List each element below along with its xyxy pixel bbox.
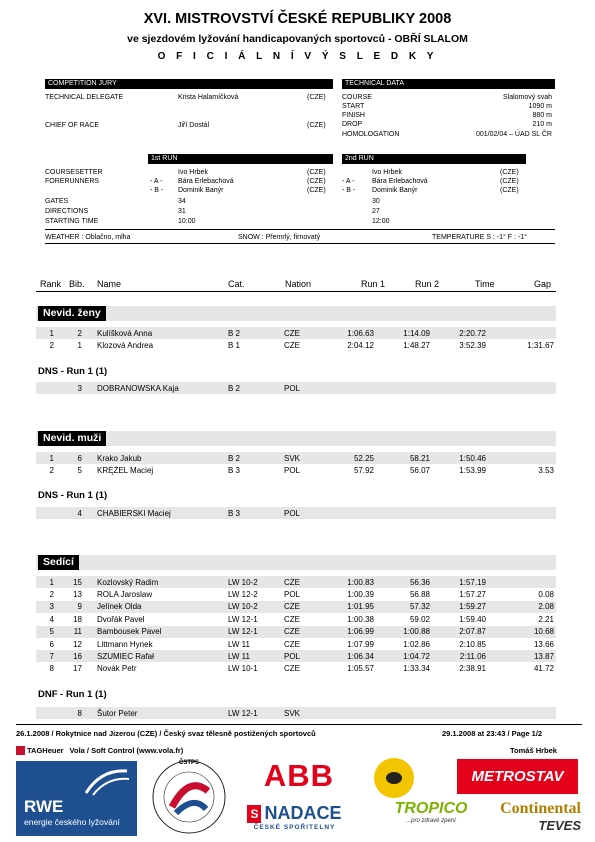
- metrostav-logo: METROSTAV: [457, 759, 578, 794]
- result-row: [36, 507, 556, 519]
- cell-name: Kozlovský Radim: [97, 577, 159, 587]
- cell-bib: 15: [73, 577, 82, 587]
- cell-run2: 59.02: [409, 614, 430, 624]
- cell-gap: 1:31.67: [527, 340, 554, 350]
- tech-label-drop: DROP: [342, 121, 363, 128]
- cell-rank: 2: [49, 589, 54, 599]
- col-rank: Rank: [40, 279, 62, 289]
- run2-coursesetter: Ivo Hrbek: [372, 169, 402, 176]
- cell-bib: 9: [77, 602, 82, 612]
- col-time: Time: [475, 279, 495, 289]
- run2-forerunner-b-mark: - B -: [342, 187, 356, 194]
- cell-nation: POL: [284, 383, 301, 393]
- cell-bib: 1: [77, 340, 82, 350]
- run2-gates: 30: [372, 198, 380, 205]
- run1-coursesetter: Ivo Hrbek: [178, 169, 208, 176]
- cell-run2: 56.07: [409, 465, 430, 475]
- run2-starting-time: 12:00: [372, 218, 390, 225]
- dns-title: DNS - Run 1 (1): [38, 366, 108, 377]
- run1-forerunner-a: Bára Erlebachová: [178, 178, 234, 185]
- nadace-subtext: ČESKÉ SPOŘITELNY: [253, 824, 336, 831]
- cell-category: B 1: [228, 340, 241, 350]
- run1-forerunner-a-nation: (CZE): [307, 178, 326, 185]
- tropico-text: TROPICO: [394, 800, 468, 817]
- label-directions: DIRECTIONS: [45, 208, 89, 215]
- cell-category: B 2: [228, 453, 241, 463]
- cell-time: 1:59.27: [459, 602, 486, 612]
- cell-time: 3:52.39: [459, 340, 486, 350]
- run2-forerunner-b: Dominik Banýr: [372, 187, 418, 194]
- continental-logo: [471, 797, 581, 835]
- footer-author: Tomáš Hrbek: [510, 746, 557, 755]
- cell-nation: CZE: [284, 577, 300, 587]
- cell-run2: 56.88: [409, 589, 430, 599]
- cell-rank: 1: [49, 577, 54, 587]
- tech-label-finish: FINISH: [342, 112, 365, 119]
- page-title: XVI. MISTROVSTVÍ ČESKÉ REPUBLIKY 2008: [143, 11, 452, 27]
- ctps-text: ČSTPS: [178, 760, 199, 766]
- cell-bib: 18: [73, 614, 82, 624]
- jury-nation-1: (CZE): [307, 94, 326, 101]
- cell-gap: 13.66: [533, 639, 554, 649]
- cell-name: Littmann Hynek: [97, 639, 153, 649]
- cell-gap: 2.21: [538, 614, 554, 624]
- weather-text: WEATHER : Oblačno, mlha: [45, 234, 131, 241]
- cell-run2: 1:33.34: [403, 664, 430, 674]
- cell-gap: 41.72: [533, 664, 554, 674]
- tech-value-course: Slalomový svah: [502, 94, 552, 101]
- cell-category: B 3: [228, 465, 241, 475]
- rwe-text: RWE: [24, 796, 64, 816]
- cell-time: 1:53.99: [459, 465, 486, 475]
- jury-header: COMPETITION JURY: [45, 79, 333, 89]
- cell-rank: 2: [49, 340, 54, 350]
- cell-bib: 6: [77, 453, 82, 463]
- cell-run2: 1:00.88: [403, 627, 430, 637]
- cell-bib: 8: [77, 708, 82, 718]
- temperature-text: TEMPERATURE S : -1° F : -1°: [432, 234, 527, 241]
- cell-name: Klozová Andrea: [97, 340, 154, 350]
- run1-coursesetter-nation: (CZE): [307, 169, 326, 176]
- cell-rank: 5: [49, 627, 54, 637]
- cell-time: 2:10.85: [459, 639, 486, 649]
- cell-category: LW 10-1: [228, 664, 258, 674]
- result-row: [36, 707, 556, 719]
- nadace-logo: [237, 800, 352, 834]
- run1-forerunner-a-mark: - A -: [150, 178, 163, 185]
- cell-category: B 2: [228, 328, 241, 338]
- result-row: [36, 339, 556, 351]
- cell-run2: 58.21: [409, 453, 430, 463]
- dns-title: DNS - Run 1 (1): [38, 490, 108, 501]
- jury-label-2: CHIEF OF RACE: [45, 122, 100, 129]
- cell-name: DOBRANOWSKA Kaja: [97, 383, 179, 393]
- tech-label-homologation: HOMOLOGATION: [342, 131, 400, 138]
- rwe-subtext: energie českého lyžování: [24, 816, 120, 827]
- timing-credit: [16, 746, 183, 755]
- cell-name: CHABIERSKI Maciej: [97, 508, 171, 518]
- cell-nation: POL: [284, 589, 301, 599]
- cell-nation: POL: [284, 465, 301, 475]
- run1-forerunner-b-nation: (CZE): [307, 187, 326, 194]
- round-sponsor-badge: [374, 758, 414, 798]
- tag-heuer-brand: TAGHeuer: [27, 746, 64, 755]
- weather-top-rule: [45, 229, 555, 230]
- cell-name: Jelínek Olda: [97, 602, 142, 612]
- jury-label-1: TECHNICAL DELEGATE: [45, 94, 124, 101]
- cell-time: 1:57.19: [459, 577, 486, 587]
- col-cat: Cat.: [228, 279, 245, 289]
- result-row: [36, 613, 556, 625]
- teves-text: TEVES: [538, 817, 581, 833]
- cell-run1: 1:07.99: [347, 639, 374, 649]
- label-gates: GATES: [45, 198, 69, 205]
- cell-category: LW 12-1: [228, 627, 258, 637]
- cell-run1: 1:06.34: [347, 651, 374, 661]
- cell-category: LW 12-1: [228, 614, 258, 624]
- group-title: Sedící: [38, 555, 79, 570]
- jury-name-1: Krista Halamíčková: [178, 94, 239, 101]
- tech-value-drop: 210 m: [532, 121, 552, 128]
- cell-gap: 2.08: [538, 602, 554, 612]
- footer-event-info: 26.1.2008 / Rokytnice nad Jizerou (CZE) / Český svaz tělesně postižených sportovců: [16, 729, 316, 738]
- tech-value-start: 1090 m: [528, 103, 552, 110]
- cell-nation: SVK: [284, 453, 301, 463]
- run1-starting-time: 10:00: [178, 218, 196, 225]
- cell-run1: 1:05.57: [347, 664, 374, 674]
- cell-nation: SVK: [284, 708, 301, 718]
- cell-run1: 1:00.39: [347, 589, 374, 599]
- col-gap: Gap: [534, 279, 552, 289]
- cell-run2: 1:04.72: [403, 651, 430, 661]
- cell-category: LW 12-2: [228, 589, 258, 599]
- cell-gap: 0.08: [538, 589, 554, 599]
- abb-logo: ABB: [263, 758, 335, 793]
- cell-category: B 2: [228, 383, 241, 393]
- run2-forerunner-a-nation: (CZE): [500, 178, 519, 185]
- cell-rank: 4: [49, 614, 54, 624]
- result-row: [36, 650, 556, 662]
- cell-name: ROLA Jaroslaw: [97, 589, 153, 599]
- cell-time: 2:20.72: [459, 328, 486, 338]
- tech-label-course: COURSE: [342, 94, 372, 101]
- dnf-title: DNF - Run 1 (1): [38, 689, 107, 700]
- cell-category: LW 11: [228, 639, 250, 649]
- cell-run1: 52.25: [353, 453, 374, 463]
- tech-value-finish: 880 m: [532, 112, 552, 119]
- cell-run1: 1:06.63: [347, 328, 374, 338]
- continental-text: Continental: [500, 799, 581, 817]
- cell-rank: 7: [49, 651, 54, 661]
- result-row: [36, 626, 556, 638]
- cell-category: B 3: [228, 508, 241, 518]
- group-band: [36, 431, 556, 446]
- cell-time: 1:50.46: [459, 453, 486, 463]
- run1-directions: 31: [178, 208, 186, 215]
- col-name: Name: [97, 279, 122, 289]
- cell-run1: 1:00.83: [347, 577, 374, 587]
- result-row: [36, 327, 556, 339]
- cell-category: LW 12-1: [228, 708, 258, 718]
- col-nation: Nation: [285, 279, 312, 289]
- cell-name: SZUMIEC Rafał: [97, 651, 154, 661]
- cell-time: 1:57.27: [459, 589, 486, 599]
- page-subtitle: ve sjezdovém lyžování handicapovaných sportovců - OBŘÍ SLALOM: [127, 33, 468, 45]
- header-rule: [36, 291, 556, 292]
- result-row: [36, 382, 556, 394]
- run2-forerunner-a-mark: - A -: [342, 178, 355, 185]
- result-row: [36, 663, 556, 675]
- cell-gap: 13.87: [533, 651, 554, 661]
- cell-name: Dvořák Pavel: [97, 614, 145, 624]
- run2-header: 2nd RUN: [342, 154, 526, 164]
- cell-nation: CZE: [284, 340, 300, 350]
- cell-rank: 1: [49, 453, 54, 463]
- cell-run2: 57.32: [409, 602, 430, 612]
- cell-bib: 11: [73, 627, 82, 637]
- group-title: Nevid. ženy: [38, 306, 106, 321]
- run1-forerunner-b-mark: - B -: [150, 187, 164, 194]
- tropico-subtext: ...pro zdravé zpení: [406, 818, 456, 824]
- result-row: [36, 452, 556, 464]
- cell-run2: 1:48.27: [403, 340, 430, 350]
- label-coursesetter: COURSESETTER: [45, 169, 103, 176]
- run2-coursesetter-nation: (CZE): [500, 169, 519, 176]
- run2-directions: 27: [372, 208, 380, 215]
- cell-category: LW 10-2: [228, 577, 258, 587]
- nadace-s-icon: S: [247, 805, 261, 823]
- jury-nation-2: (CZE): [307, 122, 326, 129]
- cell-name: Novák Petr: [97, 664, 137, 674]
- cell-run2: 1:14.09: [403, 328, 430, 338]
- group-band: [36, 555, 556, 570]
- group-title: Nevid. muži: [38, 431, 106, 446]
- cell-name: KRĘŻEL Maciej: [97, 465, 154, 475]
- cell-gap: 10.68: [533, 627, 554, 637]
- cell-nation: CZE: [284, 639, 300, 649]
- cell-nation: POL: [284, 651, 301, 661]
- run1-forerunner-b: Dominik Banýr: [178, 187, 224, 194]
- cell-bib: 4: [77, 508, 82, 518]
- col-run1: Run 1: [361, 279, 386, 289]
- cell-nation: CZE: [284, 614, 300, 624]
- cell-time: 2:07.87: [459, 627, 486, 637]
- run2-forerunner-a: Bára Erlebachová: [372, 178, 428, 185]
- footer-date-page: 29.1.2008 at 23:43 / Page 1/2: [442, 729, 543, 738]
- cell-name: Kulíšková Anna: [97, 328, 153, 338]
- cell-bib: 17: [73, 664, 82, 674]
- official-results-label: O F I C I Á L N Í V Ý S L E D K Y: [157, 51, 438, 62]
- cell-category: LW 10-2: [228, 602, 258, 612]
- cell-bib: 16: [73, 651, 82, 661]
- col-run2: Run 2: [415, 279, 440, 289]
- cell-bib: 12: [73, 639, 82, 649]
- cell-run1: 1:01.95: [347, 602, 374, 612]
- cell-bib: 5: [77, 465, 82, 475]
- cell-rank: 2: [49, 465, 54, 475]
- rwe-logo: [16, 761, 137, 836]
- technical-header: TECHNICAL DATA: [342, 79, 555, 89]
- run1-header: 1st RUN: [148, 154, 333, 164]
- cell-rank: 3: [49, 602, 54, 612]
- run1-gates: 34: [178, 198, 186, 205]
- cell-name: Šutor Peter: [97, 708, 138, 718]
- cell-gap: 3.53: [538, 465, 554, 475]
- timing-text: Vola / Soft Control (www.vola.fr): [69, 746, 184, 755]
- cell-time: 2:11.06: [459, 651, 486, 661]
- tropico-logo: [395, 798, 467, 826]
- result-row: [36, 588, 556, 600]
- run2-forerunner-b-nation: (CZE): [500, 187, 519, 194]
- tech-value-homologation: 001/02/04 – ÚAD SL ČR: [475, 131, 552, 138]
- result-row: [36, 638, 556, 650]
- snow-text: SNOW : Přemrlý, firnovatý: [238, 234, 321, 241]
- label-starting-time: STARTING TIME: [45, 218, 99, 225]
- result-row: [36, 601, 556, 613]
- cell-bib: 3: [77, 383, 82, 393]
- cell-name: Bambousek Pavel: [97, 627, 162, 637]
- jury-name-2: Jiří Dostál: [178, 122, 210, 129]
- cell-rank: 1: [49, 328, 54, 338]
- cell-run2: 56.36: [409, 577, 430, 587]
- mascot-icon: [385, 771, 403, 785]
- rwe-swirl-icon: [81, 767, 131, 797]
- cell-time: 2:38.91: [459, 664, 486, 674]
- cell-nation: CZE: [284, 328, 300, 338]
- cell-run1: 2:04.12: [347, 340, 374, 350]
- cell-bib: 13: [73, 589, 82, 599]
- cell-run1: 57.92: [353, 465, 374, 475]
- nadace-text: NADACE: [264, 803, 342, 823]
- cell-nation: CZE: [284, 627, 300, 637]
- cell-run2: 1:02.86: [403, 639, 430, 649]
- cell-nation: CZE: [284, 664, 300, 674]
- result-row: [36, 464, 556, 476]
- tech-label-start: START: [342, 103, 365, 110]
- cell-bib: 2: [77, 328, 82, 338]
- label-forerunners: FORERUNNERS: [45, 178, 100, 185]
- col-bib: Bib.: [69, 279, 85, 289]
- cell-time: 1:59.40: [459, 614, 486, 624]
- cell-rank: 6: [49, 639, 54, 649]
- footer-rule: [16, 724, 582, 725]
- cell-nation: CZE: [284, 602, 300, 612]
- weather-bottom-rule: [45, 243, 555, 244]
- cell-name: Krako Jakub: [97, 453, 142, 463]
- cell-nation: POL: [284, 508, 301, 518]
- tag-heuer-logo: [16, 746, 25, 755]
- cell-run1: 1:06.99: [347, 627, 374, 637]
- cell-rank: 8: [49, 664, 54, 674]
- result-row: [36, 576, 556, 588]
- cell-category: LW 11: [228, 651, 250, 661]
- group-band: [36, 306, 556, 321]
- cell-run1: 1:00.38: [347, 614, 374, 624]
- ctps-seal: [150, 757, 228, 837]
